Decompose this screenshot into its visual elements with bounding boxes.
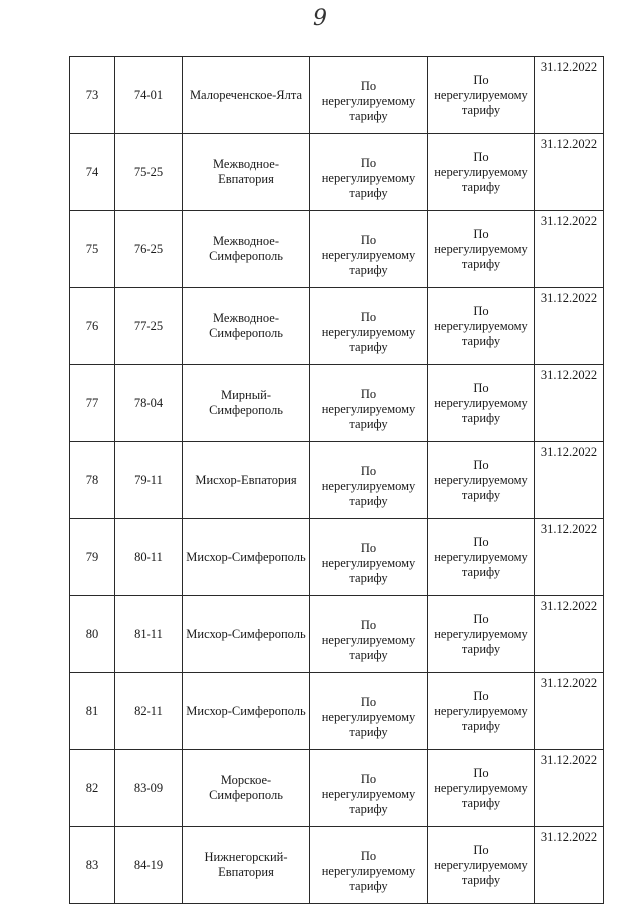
route-code: 84-19 <box>115 827 183 904</box>
tariff-b: По нерегулируемому тарифу <box>428 596 535 673</box>
row-number: 82 <box>70 750 115 827</box>
route-name: Мисхор-Симферополь <box>183 596 310 673</box>
route-name: Нижнегорский-Евпатория <box>183 827 310 904</box>
tariff-a: По нерегулируемому тарифу <box>310 211 428 288</box>
row-number: 78 <box>70 442 115 519</box>
route-code: 76-25 <box>115 211 183 288</box>
tariff-a: По нерегулируемому тарифу <box>310 442 428 519</box>
table-row <box>70 519 604 596</box>
tariff-a: По нерегулируемому тарифу <box>310 596 428 673</box>
table-row <box>70 442 604 519</box>
route-code: 83-09 <box>115 750 183 827</box>
tariff-a: По нерегулируемому тарифу <box>310 519 428 596</box>
row-number: 80 <box>70 596 115 673</box>
end-date: 31.12.2022 <box>535 442 604 519</box>
row-number: 83 <box>70 827 115 904</box>
tariff-b: По нерегулируемому тарифу <box>428 365 535 442</box>
tariff-b: По нерегулируемому тарифу <box>428 519 535 596</box>
tariff-b: По нерегулируемому тарифу <box>428 673 535 750</box>
route-code: 78-04 <box>115 365 183 442</box>
row-number: 79 <box>70 519 115 596</box>
row-number: 77 <box>70 365 115 442</box>
route-name: Межводное-Симферополь <box>183 211 310 288</box>
tariff-a: По нерегулируемому тарифу <box>310 365 428 442</box>
end-date: 31.12.2022 <box>535 288 604 365</box>
tariff-a: По нерегулируемому тарифу <box>310 673 428 750</box>
tariff-b: По нерегулируемому тарифу <box>428 134 535 211</box>
end-date: 31.12.2022 <box>535 365 604 442</box>
route-name: Межводное-Евпатория <box>183 134 310 211</box>
route-code: 81-11 <box>115 596 183 673</box>
routes-table <box>69 56 604 904</box>
route-name: Морское-Симферополь <box>183 750 310 827</box>
tariff-b: По нерегулируемому тарифу <box>428 288 535 365</box>
table-row <box>70 827 604 904</box>
tariff-b: По нерегулируемому тарифу <box>428 57 535 134</box>
table-row <box>70 57 604 134</box>
route-code: 77-25 <box>115 288 183 365</box>
end-date: 31.12.2022 <box>535 827 604 904</box>
page-number: 9 <box>313 6 327 31</box>
tariff-a: По нерегулируемому тарифу <box>310 57 428 134</box>
route-code: 82-11 <box>115 673 183 750</box>
tariff-b: По нерегулируемому тарифу <box>428 750 535 827</box>
route-name: Мисхор-Симферополь <box>183 519 310 596</box>
route-name: Мисхор-Евпатория <box>183 442 310 519</box>
table-row <box>70 288 604 365</box>
route-code: 75-25 <box>115 134 183 211</box>
row-number: 76 <box>70 288 115 365</box>
route-name: Малореченское-Ялта <box>183 57 310 134</box>
route-name: Межводное-Симферополь <box>183 288 310 365</box>
end-date: 31.12.2022 <box>535 750 604 827</box>
tariff-b: По нерегулируемому тарифу <box>428 442 535 519</box>
end-date: 31.12.2022 <box>535 673 604 750</box>
end-date: 31.12.2022 <box>535 211 604 288</box>
route-name: Мисхор-Симферополь <box>183 673 310 750</box>
end-date: 31.12.2022 <box>535 57 604 134</box>
tariff-b: По нерегулируемому тарифу <box>428 827 535 904</box>
tariff-b: По нерегулируемому тарифу <box>428 211 535 288</box>
end-date: 31.12.2022 <box>535 519 604 596</box>
route-code: 74-01 <box>115 57 183 134</box>
end-date: 31.12.2022 <box>535 134 604 211</box>
route-name: Мирный-Симферополь <box>183 365 310 442</box>
table-row <box>70 596 604 673</box>
row-number: 75 <box>70 211 115 288</box>
table-row <box>70 134 604 211</box>
route-code: 80-11 <box>115 519 183 596</box>
table-row <box>70 750 604 827</box>
row-number: 73 <box>70 57 115 134</box>
row-number: 74 <box>70 134 115 211</box>
table-row <box>70 673 604 750</box>
tariff-a: По нерегулируемому тарифу <box>310 288 428 365</box>
tariff-a: По нерегулируемому тарифу <box>310 750 428 827</box>
end-date: 31.12.2022 <box>535 596 604 673</box>
routes-table-body <box>70 57 604 904</box>
route-code: 79-11 <box>115 442 183 519</box>
table-row <box>70 211 604 288</box>
tariff-a: По нерегулируемому тарифу <box>310 827 428 904</box>
tariff-a: По нерегулируемому тарифу <box>310 134 428 211</box>
table-row <box>70 365 604 442</box>
row-number: 81 <box>70 673 115 750</box>
